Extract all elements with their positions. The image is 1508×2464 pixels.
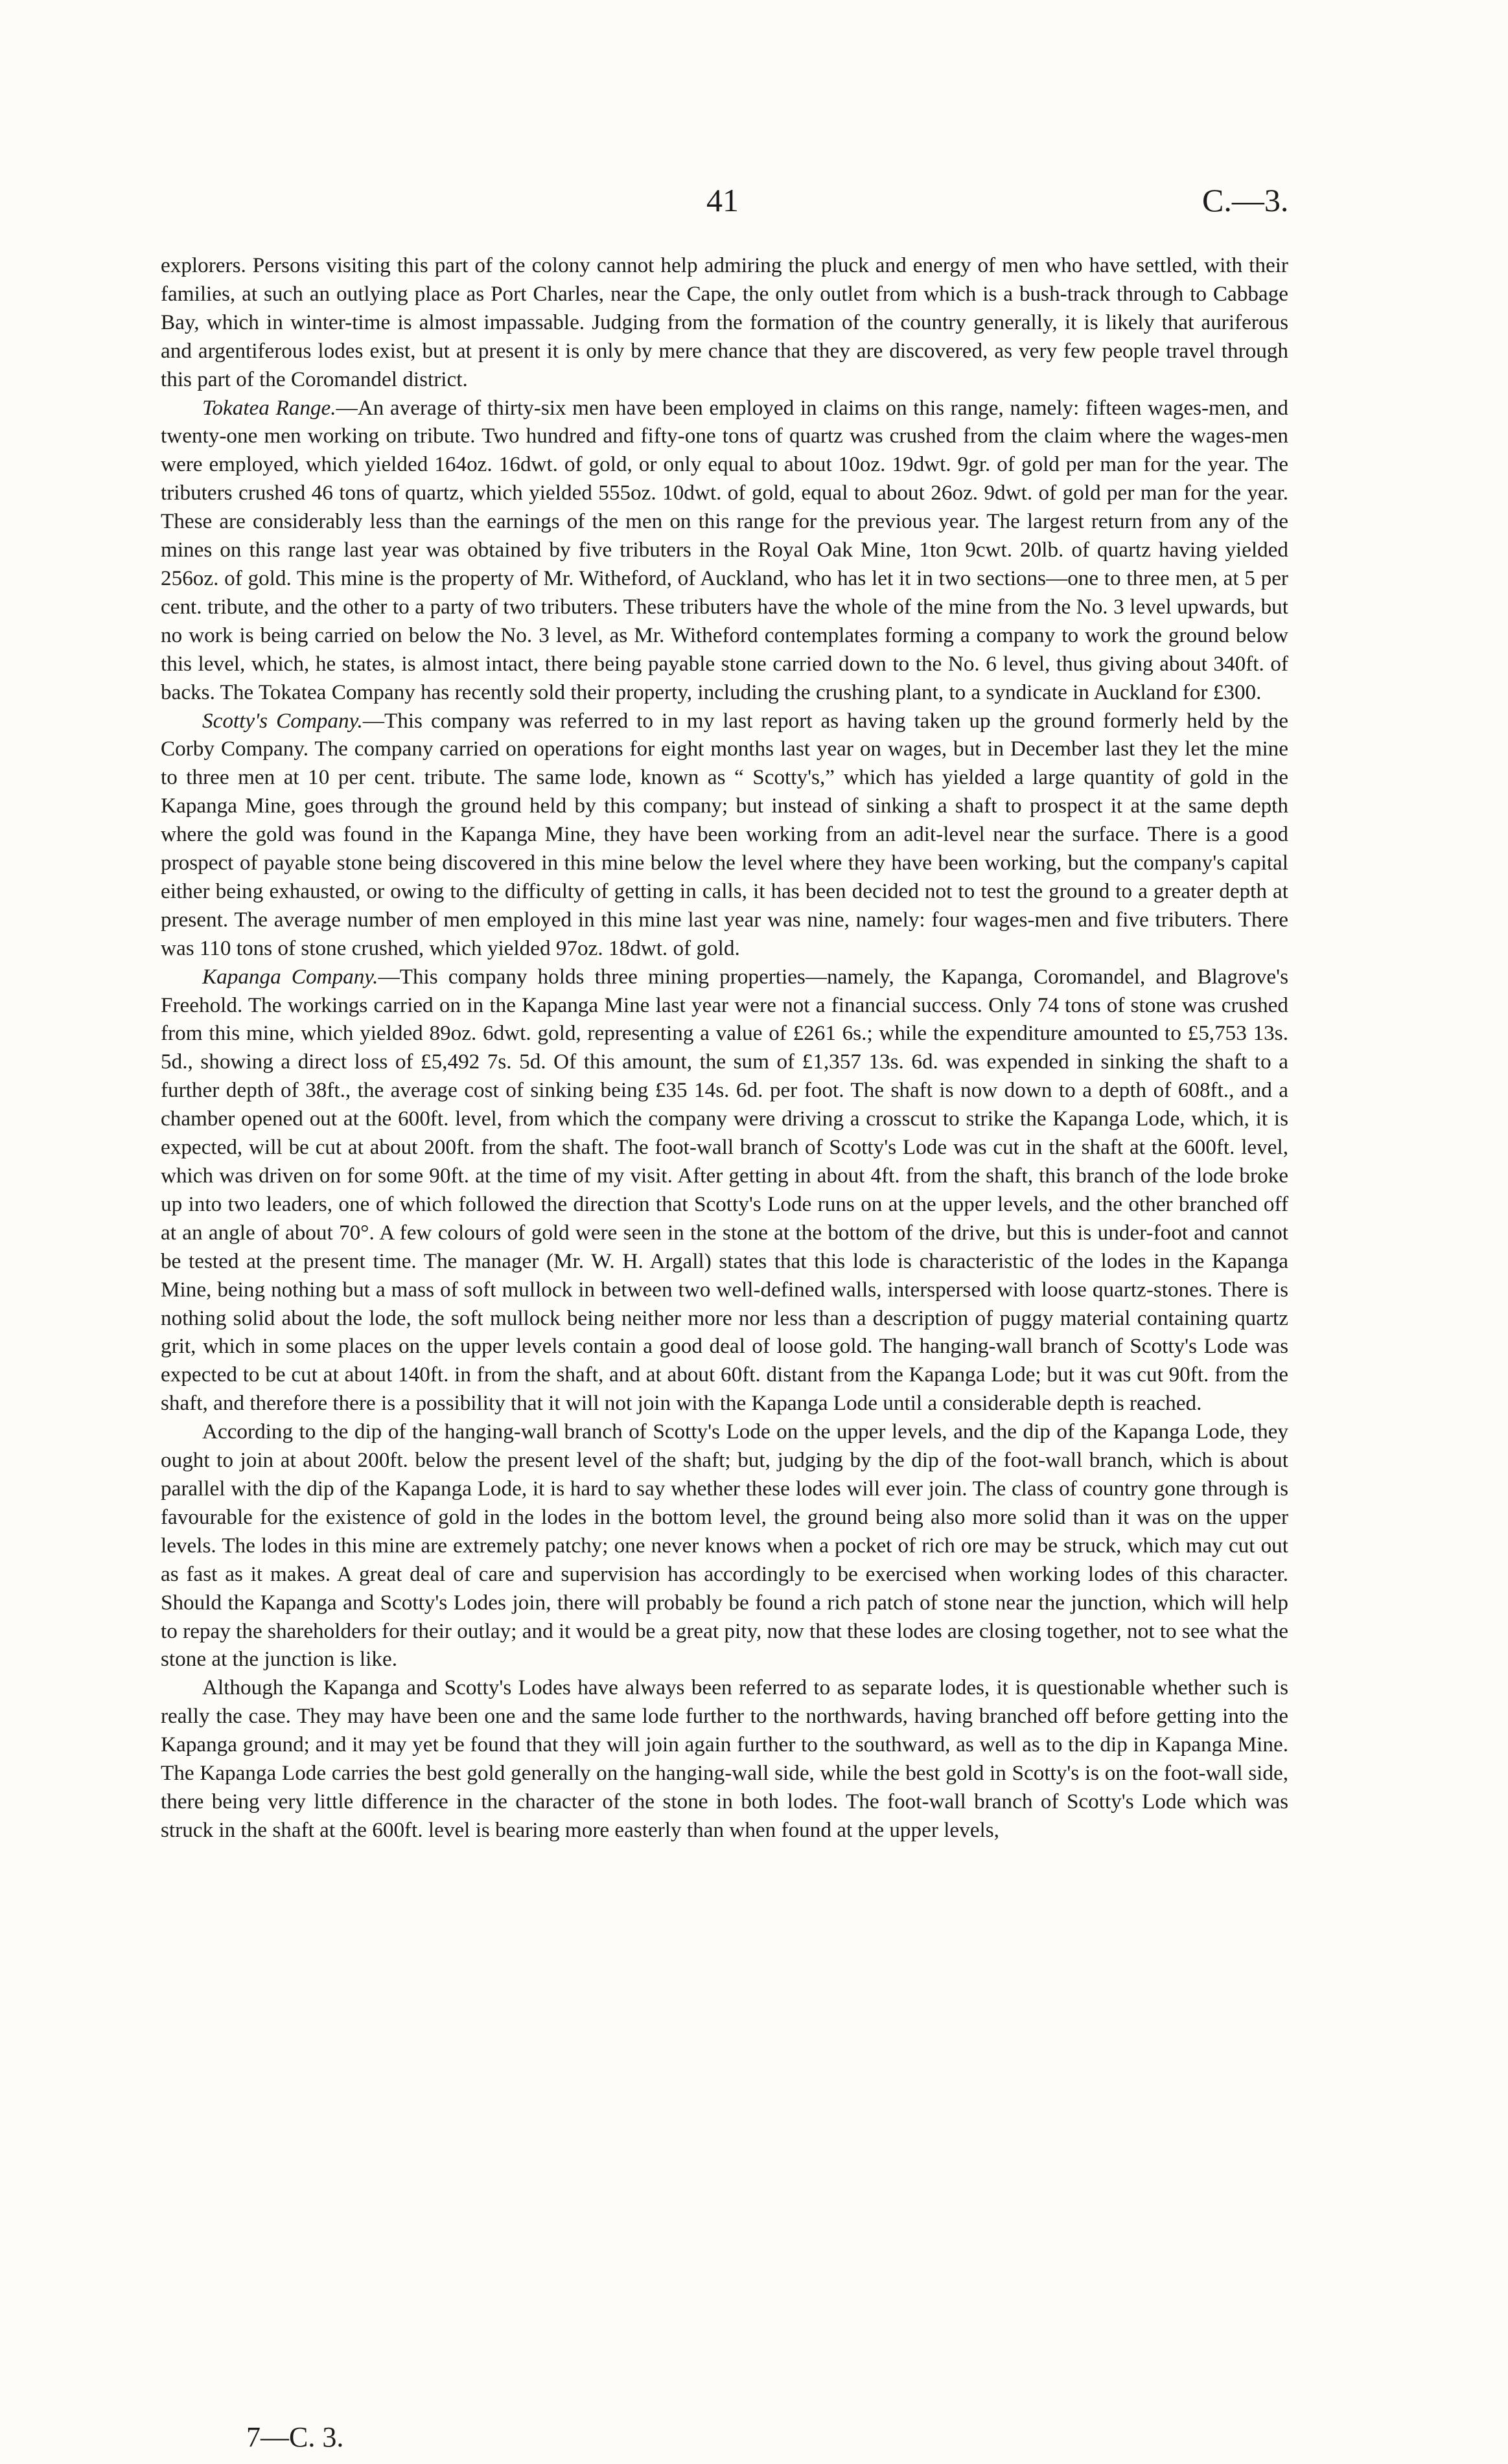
paragraph-scottys-company [161, 707, 1288, 963]
body-text [161, 251, 1288, 1845]
paragraph-text: explorers. Persons visiting this part of the colony cannot help admiring the pluck and energy of men who have settled, with their families, at such an outlying place as Port Charles, near the Cape, the only outlet from which is a bush-track through to Cabbage Bay, which in winter-time is almost impassable. Judging from the formation of the country generally, it is likely that auriferous and argentiferous lodes exist, but at present it is only by mere chance that they are discovered, as very few people travel through this part of the Coromandel district. [161, 253, 1288, 391]
paragraph-text: —This company holds three mining properties—namely, the Kapanga, Coromandel, and Blagrove's Freehold. The workings carried on in the Kapanga Mine last year were not a financial success. Only 74 tons of stone was crushed from this mine, which yielded 89oz. 6dwt. gold, representing a value of £261 6s.; while the expenditure amounted to £5,753 13s. 5d., showing a direct loss of £5,492 7s. 5d. Of this amount, the sum of £1,357 13s. 6d. was expended in sinking the shaft to a further depth of 38ft., the average cost of sinking being £35 14s. 6d. per foot. The shaft is now down to a depth of 608ft., and a chamber opened out at the 600ft. level, from which the company were driving a crosscut to strike the Kapanga Lode, which, it is expected, will be cut at about 200ft. from the shaft. The foot-wall branch of Scotty's Lode was cut in the shaft at the 600ft. level, which was driven on for some 90ft. at the time of my visit. After getting in about 4ft. from the shaft, this branch of the lode broke up into two leaders, one of which followed the direction that Scotty's Lode runs on at the upper levels, and the other branched off at an angle of about 70°. A few colours of gold were seen in the stone at the bottom of the drive, but this is under-foot and cannot be tested at the present time. The manager (Mr. W. H. Argall) states that this lode is characteristic of the lodes in the Kapanga Mine, being nothing but a mass of soft mullock in between two well-defined walls, interspersed with loose quartz-stones. There is nothing solid about the lode, the soft mullock being neither more nor less than a description of puggy material containing quartz grit, which in some places on the upper levels contain a good deal of loose gold. The hanging-wall branch of Scotty's Lode was expected to be cut at about 140ft. in from the shaft, and at about 60ft. distant from the Kapanga Lode; but it was cut 90ft. from the shaft, and therefore there is a possibility that it will not join with the Kapanga Lode until a considerable depth is reached. [161, 964, 1288, 1416]
section-heading: Tokatea Range. [202, 395, 336, 420]
paragraph-text: According to the dip of the hanging-wall branch of Scotty's Lode on the upper levels, and the dip of the Kapanga Lode, they ought to join at about 200ft. below the present level of the shaft; but, judging by the dip of the foot-wall branch, which is about parallel with the dip of the Kapanga Lode, it is hard to say whether these lodes will ever join. The class of country gone through is favourable for the existence of gold in the lodes in the bottom level, the ground being also more solid than it was on the upper levels. The lodes in this mine are extremely patchy; one never knows when a pocket of rich ore may be struck, which may cut out as fast as it makes. A great deal of care and supervision has accordingly to be exercised when working lodes of this character. Should the Kapanga and Scotty's Lodes join, there will probably be found a rich patch of stone near the junction, which will help to repay the shareholders for their outlay; and it would be a great pity, now that these lodes are closing together, not to see what the stone at the junction is like. [161, 1420, 1288, 1672]
paragraph-tokatea-range [161, 394, 1288, 707]
paragraph-lode-dip [161, 1418, 1288, 1674]
paragraph-kapanga-company [161, 963, 1288, 1418]
section-heading: Kapanga Company. [202, 964, 378, 989]
page-number: 41 [706, 182, 739, 218]
paragraph-intro [161, 251, 1288, 394]
document-series: C.—3. [1202, 182, 1289, 218]
paragraph-text: —An average of thirty-six men have been employed in claims on this range, namely: fifteen wages-men, and twenty-one men working on tribute. Two hundred and fifty-one tons of quartz was crushed from the claim where the wages-men were employed, which yielded 164oz. 16dwt. of gold, or only equal to about 10oz. 19dwt. 9gr. of gold per man for the year. The tributers crushed 46 tons of quartz, which yielded 555oz. 10dwt. of gold, equal to about 26oz. 9dwt. of gold per man for the year. These are considerably less than the earnings of the men on this range for the previous year. The largest return from any of the mines on this range last year was obtained by five tributers in the Royal Oak Mine, 1ton 9cwt. 20lb. of quartz having yielded 256oz. of gold. This mine is the property of Mr. Witheford, of Auckland, who has let it in two sections—one to three men, at 5 per cent. tribute, and the other to a party of two tributers. These tributers have the whole of the mine from the No. 3 level upwards, but no work is being carried on below the No. 3 level, as Mr. Witheford contemplates forming a company to work the ground below this level, which, he states, is almost intact, there being payable stone carried down to the No. 6 level, thus giving about 340ft. of backs. The Tokatea Company has recently sold their property, including the crushing plant, to a syndicate in Auckland for £300. [161, 395, 1288, 704]
paragraph-text: —This company was referred to in my last report as having taken up the ground formerly held by the Corby Company. The company carried on operations for eight months last year on wages, but in December last they let the mine to three men at 10 per cent. tribute. The same lode, known as “ Scotty's,” which has yielded a large quantity of gold in the Kapanga Mine, goes through the ground held by this company; but instead of sinking a shaft to prospect it at the same depth where the gold was found in the Kapanga Mine, they have been working from an adit-level near the surface. There is a good prospect of payable stone being discovered in this mine below the level where they have been working, but the company's capital either being exhausted, or owing to the difficulty of getting in calls, it has been decided not to test the ground to a greater depth at present. The average number of men employed in this mine last year was nine, namely: four wages-men and five tributers. There was 110 tons of stone crushed, which yielded 97oz. 18dwt. of gold. [161, 708, 1288, 960]
paragraph-separate-lodes [161, 1674, 1288, 1844]
page-header [0, 181, 1508, 227]
section-heading: Scotty's Company. [202, 708, 363, 733]
signature-mark: 7—C. 3. [246, 2421, 344, 2453]
paragraph-text: Although the Kapanga and Scotty's Lodes have always been referred to as separate lodes, it is questionable whether such is really the case. They may have been one and the same lode further to the northwards, having branched off before getting into the Kapanga ground; and it may yet be found that they will join again further to the southward, as well as to the dip in Kapanga Mine. The Kapanga Lode carries the best gold generally on the hanging-wall side, while the best gold in Scotty's is on the foot-wall side, there being very little difference in the character of the stone in both lodes. The foot-wall branch of Scotty's Lode which was struck in the shaft at the 600ft. level is bearing more easterly than when found at the upper levels, [161, 1675, 1288, 1842]
